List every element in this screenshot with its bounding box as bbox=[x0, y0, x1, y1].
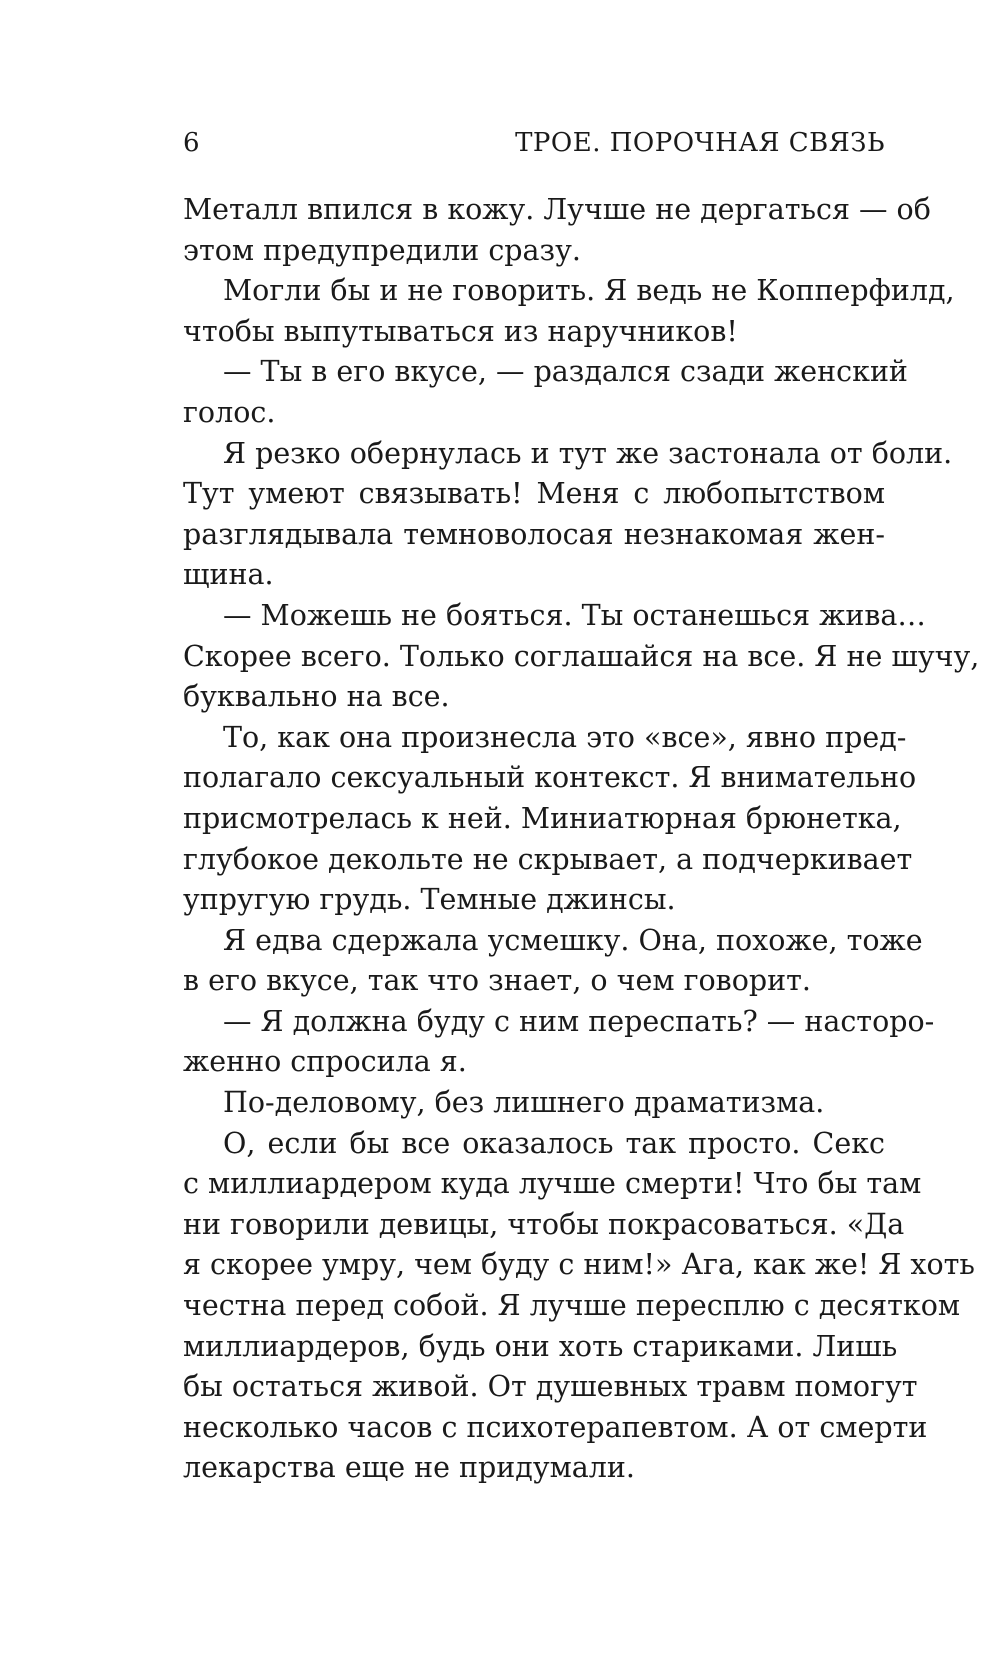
text-line: глубокое декольте не скрывает, а подчеркивает bbox=[183, 842, 913, 876]
text-line: в его вкусе, так что знает, о чем говорит. bbox=[183, 964, 811, 998]
text-line: Скорее всего. Только соглашайся на все. Я не шучу, bbox=[183, 639, 980, 673]
text-line: упругую грудь. Темные джинсы. bbox=[183, 883, 676, 917]
text-line: честна перед собой. Я лучше пересплю с десятком bbox=[183, 1289, 961, 1323]
text-line: То, как она произнесла это «все», явно пред- bbox=[223, 720, 907, 754]
text-line: чтобы выпутываться из наручников! bbox=[183, 314, 738, 348]
running-title: ТРОЕ. ПОРОЧНАЯ СВЯЗЬ bbox=[515, 128, 885, 158]
text-line: По-деловому, без лишнего драматизма. bbox=[223, 1086, 825, 1120]
text-line: ни говорили девицы, чтобы покрасоваться. «Да bbox=[183, 1207, 905, 1241]
text-line: несколько часов с психотерапевтом. А от смерти bbox=[183, 1410, 928, 1444]
text-line: Я резко обернулась и тут же застонала от боли. bbox=[223, 436, 953, 470]
text-line: — Я должна буду с ним переспать? — насторо- bbox=[223, 1004, 935, 1038]
text-line: — Ты в его вкусе, — раздался сзади женский bbox=[223, 355, 908, 389]
text-line: этом предупредили сразу. bbox=[183, 233, 581, 267]
text-line: с миллиардером куда лучше смерти! Что бы там bbox=[183, 1167, 922, 1201]
text-line: буквально на все. bbox=[183, 680, 450, 714]
text-line: Металл впился в кожу. Лучше не дергаться — об bbox=[183, 193, 931, 226]
text-line: миллиардеров, будь они хоть стариками. Лишь bbox=[183, 1329, 898, 1363]
text-line: Могли бы и не говорить. Я ведь не Копперфилд, bbox=[223, 274, 955, 308]
text-line: присмотрелась к ней. Миниатюрная брюнетка, bbox=[183, 801, 902, 835]
text-line: голос. bbox=[183, 395, 276, 429]
text-line: О, если бы все оказалось так просто. Секс bbox=[223, 1126, 885, 1160]
text-line: Тут умеют связывать! Меня с любопытством bbox=[183, 477, 885, 511]
running-header bbox=[183, 123, 885, 163]
page-number: 6 bbox=[183, 128, 200, 158]
body-text bbox=[183, 190, 980, 1489]
text-line: женно спросила я. bbox=[183, 1045, 467, 1079]
text-line: разглядывала темноволосая незнакомая жен- bbox=[183, 517, 885, 551]
text-line: щина. bbox=[183, 558, 274, 592]
text-line: я скорее умру, чем буду с ним!» Ага, как же! Я хоть bbox=[183, 1248, 975, 1282]
text-line: полагало сексуальный контекст. Я внимательно bbox=[183, 761, 917, 795]
text-line: бы остаться живой. От душевных травм помогут bbox=[183, 1370, 918, 1404]
text-line: — Можешь не бояться. Ты останешься жива… bbox=[223, 598, 926, 632]
text-line: лекарства еще не придумали. bbox=[183, 1451, 635, 1485]
text-line: Я едва сдержала усмешку. Она, похоже, тоже bbox=[223, 923, 923, 957]
